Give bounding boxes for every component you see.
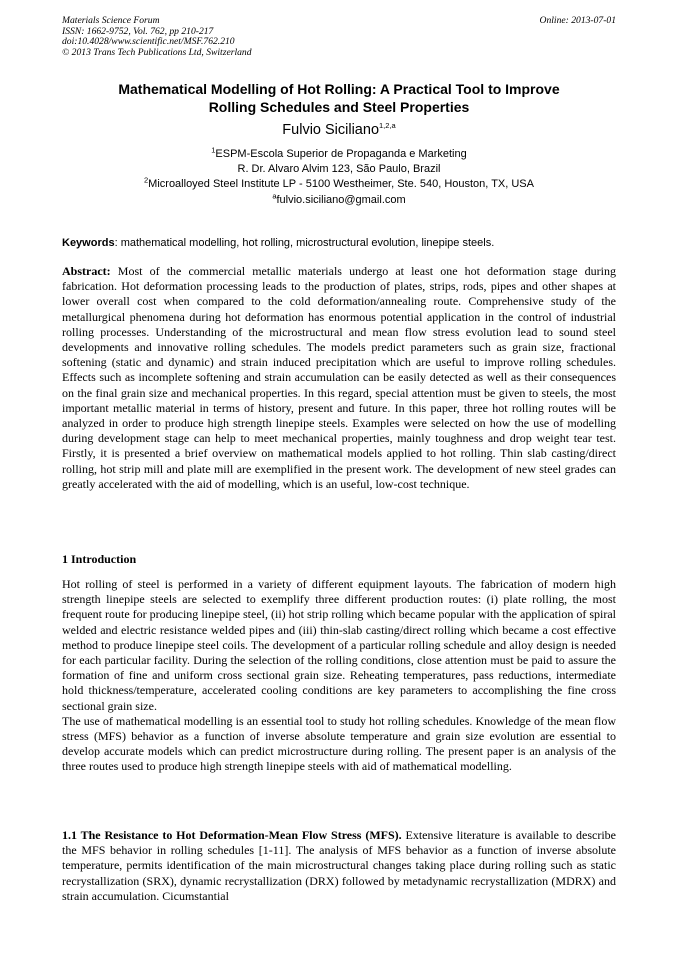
affiliation-1 (62, 147, 616, 162)
section-heading-introduction: 1 Introduction (62, 552, 137, 566)
affiliation-1-sup: 1 (211, 145, 216, 155)
keywords-label: Keywords (62, 237, 115, 249)
title-line-1: Mathematical Modelling of Hot Rolling: A Practical Tool to Improve (118, 81, 560, 97)
journal-header (62, 16, 616, 58)
affiliation-2-sup: 2 (144, 175, 149, 185)
affiliation-1-address: R. Dr. Alvaro Alvim 123, São Paulo, Brazil (237, 163, 441, 176)
keywords-text: : mathematical modelling, hot rolling, microstructural evolution, linepipe steels. (114, 237, 495, 249)
keywords (62, 236, 616, 250)
title-line-2: Rolling Schedules and Steel Properties (208, 98, 470, 115)
affiliation-2-text: Microalloyed Steel Institute LP - 5100 Westheimer, Ste. 540, Houston, TX, USA (148, 178, 534, 191)
author-superscript: 1,2,a (379, 121, 396, 131)
email-sup: a (272, 190, 277, 200)
journal-name: Materials Science Forum (62, 15, 160, 26)
section-1-1-text: Extensive literature is available to describe the MFS behavior in rolling schedules [1-11]. The analysis of MFS behavior as a function of inverse absolute temperature, permits identification of the main microstructural changes taking place during rolling such as static recrystallization (SRX), dynamic recrystallization (DRX) followed by metadynamic recrystallization (MDRX) and strain accumulation. Cicumstantial (62, 828, 616, 903)
section-1-1 (62, 828, 616, 904)
abstract (62, 264, 616, 492)
paper-title (62, 81, 616, 116)
introduction-body (62, 577, 616, 775)
affiliation-2 (62, 177, 616, 192)
email-text[interactable]: fulvio.siciliano@gmail.com (276, 193, 406, 206)
abstract-label: Abstract: (62, 264, 111, 278)
intro-paragraph-1: Hot rolling of steel is performed in a variety of different equipment layouts. The fabrication of modern high strength linepipe steels are selected to exemplify three different production routes: (i) plate rolling, the most frequent route for producing linepipe steel, (ii) hot strip rolling which became popular with the application of spiral welded and electric resistance welded pipes and (iii) thin-slab casting/direct rolling which became a cost effective method to produce linepipe steel coils. The development of a particular rolling schedule and alloy design is needed for each particular facility. During the selection of the rolling conditions, close attention must be paid to assure the formation of fine and uniform cross sectional grain size. Reheating temperatures, pass reductions, intermediate hold thickness/temperature, accelerated cooling conditions are key parameters to accomplishing the fine cross sectional grain size. (62, 577, 616, 713)
author-name: Fulvio Siciliano (282, 122, 380, 138)
author (62, 121, 616, 139)
copyright-line: © 2013 Trans Tech Publications Ltd, Switzerland (62, 46, 252, 58)
affiliations (62, 147, 616, 208)
issn-line: ISSN: 1662-9752, Vol. 762, pp 210-217 (62, 25, 214, 37)
author-email (62, 190, 616, 208)
online-date: Online: 2013-07-01 (539, 15, 616, 26)
intro-paragraph-2: The use of mathematical modelling is an essential tool to study hot rolling schedules. Knowledge of the mean flow stress (MFS) behavior as a function of inverse absolute temperature and grain size evolution are essential to develop accurate models which can predict microstructure during rolling. The present paper is an analysis of the three routes used to produce high strength linepipe steels with aid of mathematical modelling. (62, 713, 616, 774)
section-1-1-heading: 1.1 The Resistance to Hot Deformation-Mean Flow Stress (MFS). (62, 828, 402, 842)
abstract-text: Most of the commercial metallic materials undergo at least one hot deformation stage during fabrication. Hot deformation processing leads to the production of plates, strips, rods, pipes and other shapes at lower overall cost when compared to the cold deformation/annealing route. Comprehensive study of the metallurgical phenomena during hot deformation has enormous potential application in the control of industrial rolling processes. Understanding of the microstructural and mean flow stress evolution lead to sound steel developments and innovative rolling schedules. The models predict parameters such as grain size, fractional softening (static and dynamic) and strain induced precipitation which are useful to improve rolling schedules. Effects such as incomplete softening and strain accumulation can be easily detected as well as their consequences on the final grain size and mechanical properties. In this regard, special attention must be given to steels, the most important metallic material in terms of history, present and future. In this paper, three hot rolling routes will be analyzed in order to produce high strength linepipe steels. Examples were selected on how the use of modelling during development stage can help to meet mechanical properties, mainly toughness and drop weight tear test. Firstly, it is presented a brief overview on mathematical models applied to hot rolling. Thin slab casting/direct rolling, hot strip mill and plate mill are exemplified in the present work. The development of new steel grades can greatly accelerated with the aid of modelling, which is an useful, low-cost technique. (62, 264, 616, 491)
doi-line[interactable]: doi:10.4028/www.scientific.net/MSF.762.210 (62, 36, 235, 48)
affiliation-1-text: ESPM-Escola Superior de Propaganda e Marketing (215, 148, 467, 160)
